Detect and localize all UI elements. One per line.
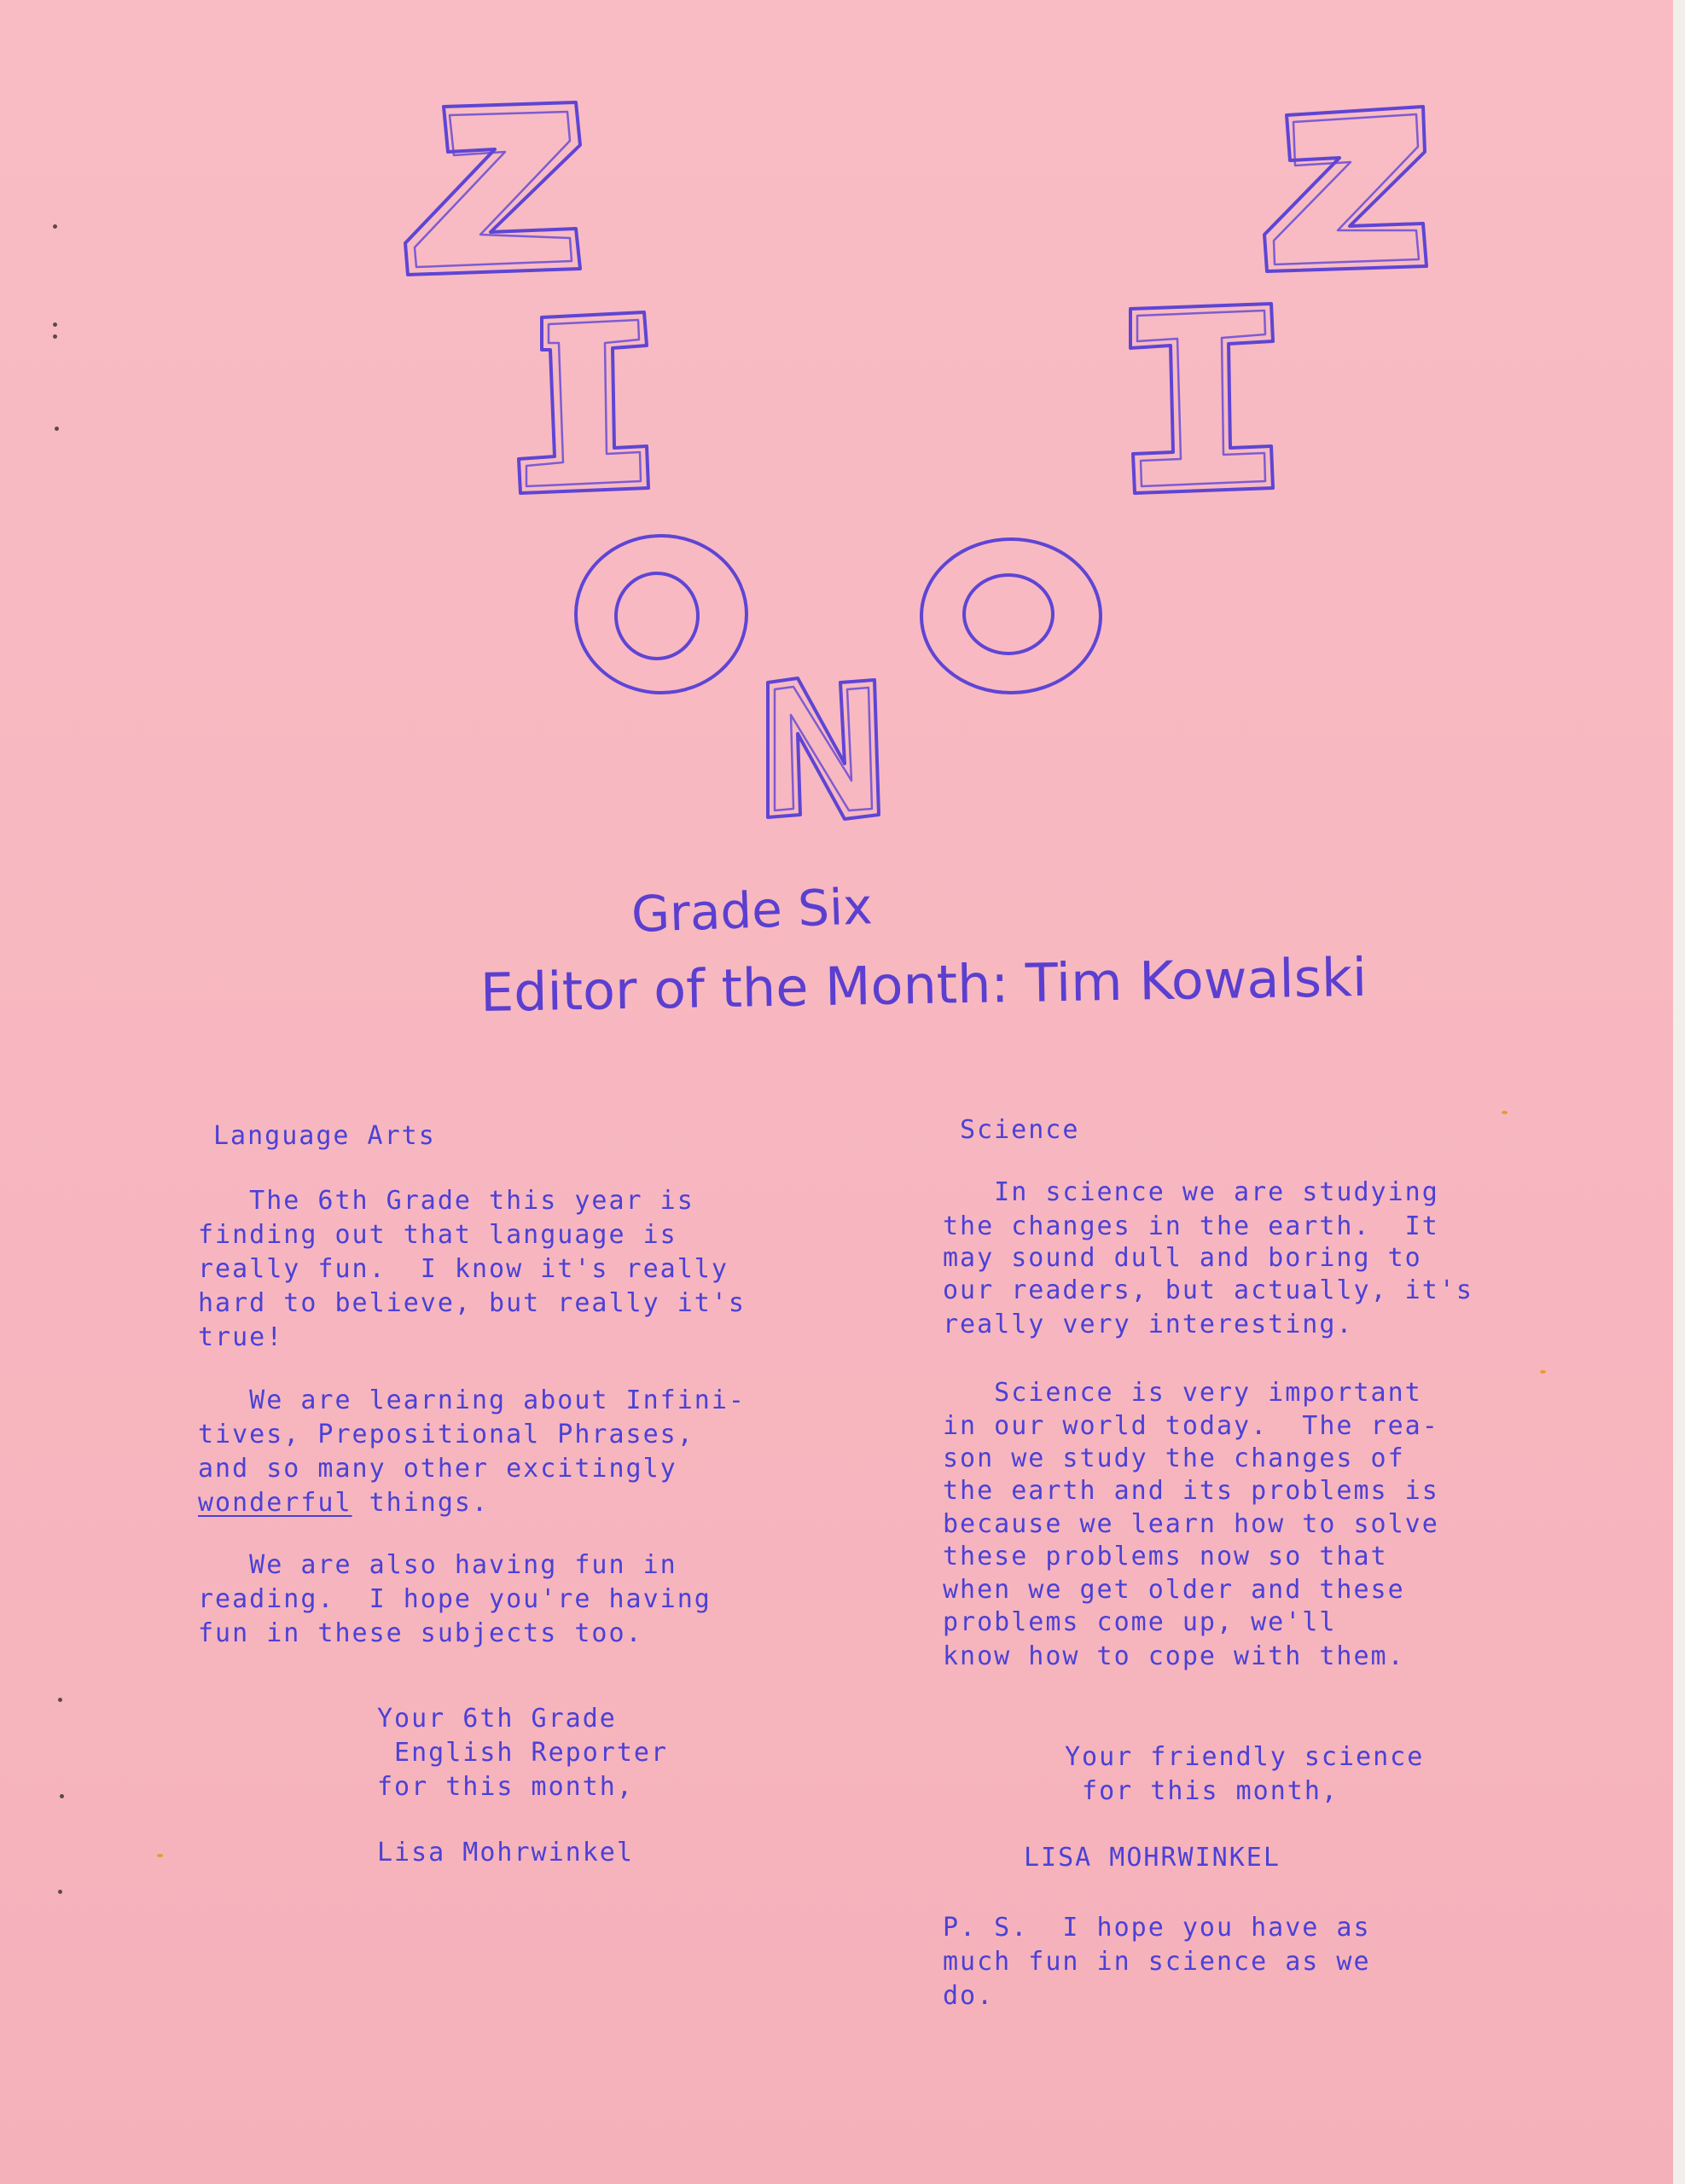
text-line: the earth and its problems is: [943, 1476, 1439, 1506]
text-line: problems come up, we'll: [943, 1607, 1337, 1637]
letter-o-right: [921, 539, 1101, 693]
language-arts-heading: Language Arts: [213, 1121, 436, 1151]
letter-i-right: [1130, 304, 1273, 493]
text-line: our readers, but actually, it's: [943, 1275, 1473, 1305]
text-line: son we study the changes of: [943, 1443, 1405, 1473]
text-line: [198, 1486, 489, 1520]
text-line: In science we are studying: [943, 1177, 1439, 1207]
underlined-word: wonderful: [198, 1488, 352, 1518]
masthead-letters: [0, 0, 1685, 853]
science-heading: Science: [960, 1115, 1080, 1145]
text-line: really very interesting.: [943, 1310, 1354, 1339]
language-arts-signature: Lisa Mohrwinkel: [377, 1838, 634, 1867]
text-line: know how to cope with them.: [943, 1641, 1405, 1671]
grade-title: Grade Six: [630, 877, 874, 944]
text-line: P. S. I hope you have as: [943, 1913, 1371, 1943]
text-fragment: things.: [352, 1488, 490, 1518]
text-line: Your friendly science: [1065, 1742, 1425, 1772]
text-line: the changes in the earth. It: [943, 1211, 1439, 1241]
paper-speck: [1540, 1370, 1546, 1374]
editor-of-the-month: Editor of the Month: Tim Kowalski: [479, 945, 1368, 1024]
text-line: may sound dull and boring to: [943, 1243, 1422, 1273]
text-line: We are also having fun in: [198, 1550, 677, 1580]
text-line: The 6th Grade this year is: [198, 1186, 694, 1216]
text-line: We are learning about Infini-: [198, 1385, 746, 1415]
paper-speck: [157, 1854, 163, 1857]
punch-dot: [60, 1794, 64, 1798]
text-line: tives, Prepositional Phrases,: [198, 1420, 694, 1449]
text-line: reading. I hope you're having: [198, 1584, 712, 1614]
text-line: for this month,: [1065, 1776, 1339, 1806]
text-line: these problems now so that: [943, 1542, 1388, 1571]
letter-n: [768, 678, 879, 819]
text-line: because we learn how to solve: [943, 1509, 1439, 1539]
text-line: really fun. I know it's really: [198, 1254, 729, 1284]
text-line: much fun in science as we: [943, 1947, 1371, 1977]
text-line: and so many other excitingly: [198, 1454, 677, 1484]
text-line: do.: [943, 1981, 995, 2011]
punch-dot: [58, 1698, 62, 1702]
text-line: when we get older and these: [943, 1575, 1405, 1605]
text-line: in our world today. The rea-: [943, 1411, 1439, 1441]
punch-dot: [58, 1890, 62, 1894]
letter-z-left: [405, 102, 580, 275]
science-signature: LISA MOHRWINKEL: [1024, 1843, 1281, 1873]
letter-z-right: [1264, 107, 1426, 271]
text-line: fun in these subjects too.: [198, 1618, 643, 1648]
text-line: for this month,: [377, 1772, 634, 1802]
text-line: true!: [198, 1322, 284, 1352]
text-line: hard to believe, but really it's: [198, 1288, 746, 1318]
text-line: Your 6th Grade: [377, 1704, 617, 1734]
paper-speck: [1502, 1111, 1508, 1114]
text-line: English Reporter: [377, 1738, 669, 1768]
text-line: Science is very important: [943, 1378, 1422, 1408]
letter-o-left: [576, 536, 747, 693]
letter-i-left: [519, 312, 648, 493]
text-line: finding out that language is: [198, 1220, 677, 1250]
